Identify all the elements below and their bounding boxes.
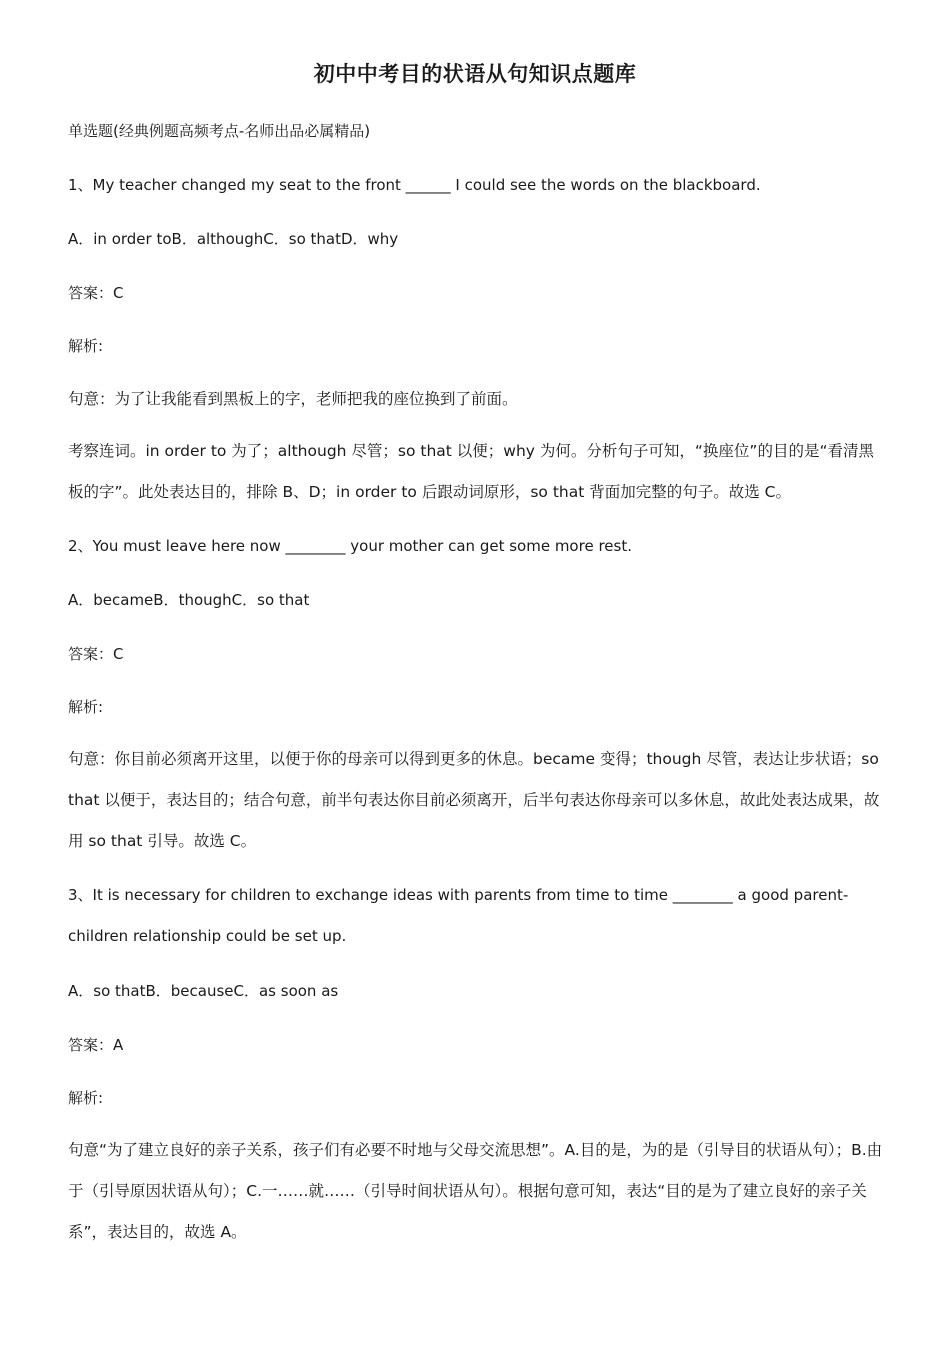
section-label: 单选题(经典例题高频考点-名师出品必属精品) — [68, 122, 371, 140]
question-2-options: A．becameB．thoughC．so that — [68, 591, 310, 609]
question-1-analysis-label: 解析: — [68, 337, 104, 355]
question-1-stem: 1、My teacher changed my seat to the front ______ I could see the words on the blackboard. — [68, 176, 761, 194]
question-2-analysis-label: 解析: — [68, 698, 104, 716]
question-1-analysis-2: 考察连词。in order to 为了；although 尽管；so that 以便；why 为何。分析句子可知，“换座位”的目的是“看清黑板的字”。此处表达目的，排除 B、D；in order to 后跟动词原形，so that 背面加完整的句子。故选 C。 — [68, 442, 874, 501]
page-title: 初中中考目的状语从句知识点题库 — [313, 62, 637, 86]
question-1-answer: 答案：C — [68, 284, 124, 302]
question-1-analysis-1: 句意：为了让我能看到黑板上的字，老师把我的座位换到了前面。 — [68, 390, 518, 408]
question-1-options: A．in order toB．althoughC．so thatD．why — [68, 230, 399, 248]
question-3-answer: 答案：A — [68, 1036, 124, 1054]
question-3-analysis-1: 句意“为了建立良好的亲子关系，孩子们有必要不时地与父母交流思想”。A.目的是，为的是（引导目的状语从句）；B.由于（引导原因状语从句）；C.一……就……（引导时间状语从句）。根据句意可知，表达“目的是为了建立良好的亲子关系”，表达目的，故选 A。 — [68, 1141, 883, 1241]
question-3-options: A．so thatB．becauseC．as soon as — [68, 982, 339, 1000]
question-2-analysis-1: 句意：你目前必须离开这里，以便于你的母亲可以得到更多的休息。became 变得；though 尽管，表达让步状语；so that 以便于，表达目的；结合句意，前半句表达你目前必须离开，后半句表达你母亲可以多休息，故此处表达成果，故用 so that 引导。故选 C。 — [68, 750, 880, 850]
question-2-stem: 2、You must leave here now ________ your mother can get some more rest. — [68, 537, 632, 555]
question-3-stem: 3、It is necessary for children to exchange ideas with parents from time to time ________ a good parent-children relationship could be set up. — [68, 886, 849, 945]
question-2-answer: 答案：C — [68, 645, 124, 663]
question-3-analysis-label: 解析: — [68, 1089, 104, 1107]
